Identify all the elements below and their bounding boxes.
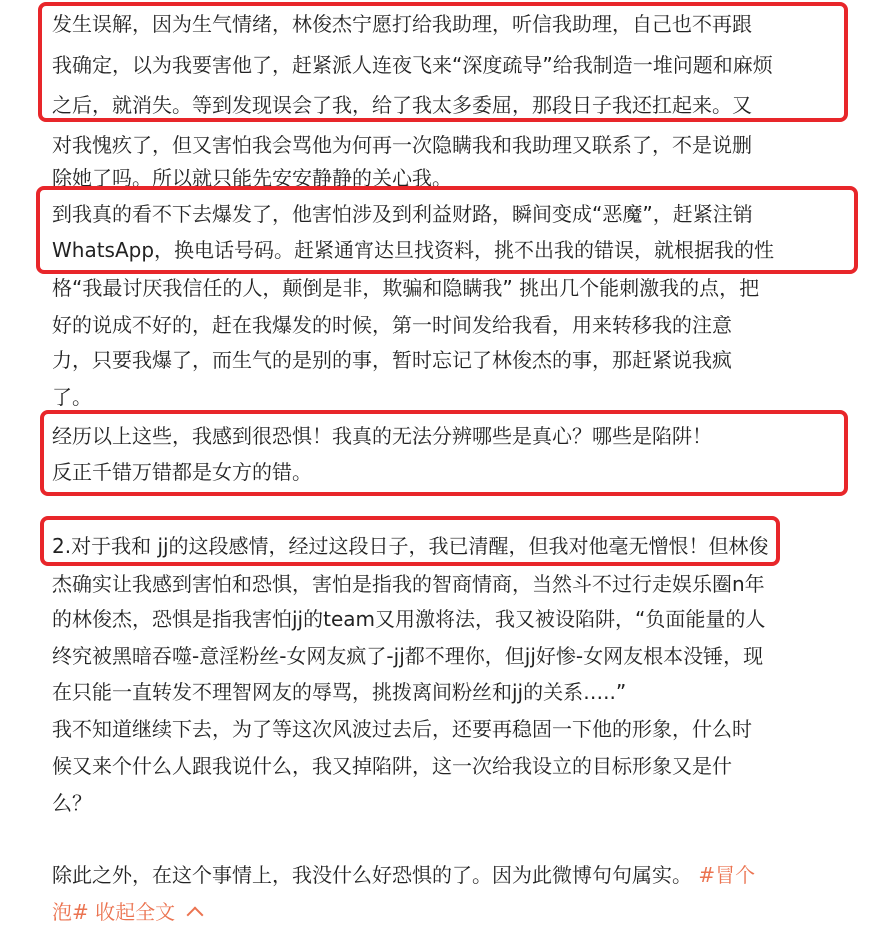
post-text-line: 终究被黑暗吞噬-意淫粉丝-女网友疯了-jj都不理你，但jj好惨-女网友根本没锤，现 [52, 644, 764, 668]
chevron-up-icon[interactable] [187, 907, 204, 924]
highlight-box-2 [36, 186, 858, 274]
post-text-line: 对我愧疚了，但又害怕我会骂他为何再一次隐瞒我和我助理又联系了，不是说删 [52, 133, 752, 157]
post-text-line: 我不知道继续下去，为了等这次风波过去后，还要再稳固一下他的形象，什么时 [52, 717, 752, 741]
post-last-line [52, 861, 755, 889]
post-text-line: 除此之外，在这个事情上，我没什么好恐惧的了。因为此微博句句属实。 [52, 863, 692, 887]
post-text-line: 的林俊杰，恐惧是指我害怕jj的team又用激将法，我又被设陷阱，“负面能量的人 [52, 607, 766, 631]
post-text-line: 么？ [52, 791, 92, 815]
hashtag-link-continued[interactable]: 泡# [52, 900, 89, 924]
hashtag-link[interactable]: #冒个 [698, 863, 756, 887]
post-text-line: 反正千错万错都是女方的错。 [52, 460, 312, 484]
post-text-line: 候又来个什么人跟我说什么，我又掉陷阱，这一次给我设立的目标形象又是什 [52, 754, 732, 778]
post-text-line: 到我真的看不下去爆发了，他害怕涉及到利益财路，瞬间变成“恶魔”，赶紧注销 [52, 202, 753, 226]
post-text-line: 除她了吗。所以就只能先安安静静的关心我。 [52, 166, 452, 190]
post-text-line: 了。 [52, 385, 92, 409]
post-text-line: 发生误解，因为生气情绪，林俊杰宁愿打给我助理，听信我助理，自己也不再跟 [52, 12, 752, 36]
post-text-line: 好的说成不好的，赶在我爆发的时候，第一时间发给我看，用来转移我的注意 [52, 313, 732, 337]
highlight-box-1 [38, 2, 848, 122]
post-text-line: WhatsApp，换电话号码。赶紧通宵达旦找资料，挑不出我的错误，就根据我的性 [52, 238, 775, 262]
post-text-line: 力，只要我爆了，而生气的是别的事，暂时忘记了林俊杰的事，那赶紧说我疯 [52, 348, 732, 372]
post-text-line: 格“我最讨厌我信任的人，颠倒是非，欺骗和隐瞒我” 挑出几个能刺激我的点，把 [52, 276, 760, 300]
post-text-line: 经历以上这些，我感到很恐惧！我真的无法分辨哪些是真心？哪些是陷阱！ [52, 424, 712, 448]
post-footer-line [52, 898, 201, 926]
collapse-label[interactable]: 收起全文 [95, 900, 176, 924]
post-text-line: 杰确实让我感到害怕和恐惧，害怕是指我的智商情商，当然斗不过行走娱乐圈n年 [52, 572, 765, 596]
collapse-button[interactable] [95, 900, 201, 924]
highlight-box-3 [40, 410, 848, 496]
post-text-line: 2.对于我和 jj的这段感情，经过这段日子，我已清醒，但我对他毫无憎恨！但林俊 [52, 534, 769, 558]
post-text-line: 之后，就消失。等到发现误会了我，给了我太多委屈，那段日子我还扛起来。又 [52, 93, 752, 117]
post-text-line: 在只能一直转发不理智网友的辱骂，挑拨离间粉丝和jj的关系…..” [52, 680, 627, 704]
highlight-box-4 [40, 516, 780, 566]
post-text-line: 我确定，以为我要害他了，赶紧派人连夜飞来“深度疏导”给我制造一堆问题和麻烦 [52, 53, 773, 77]
